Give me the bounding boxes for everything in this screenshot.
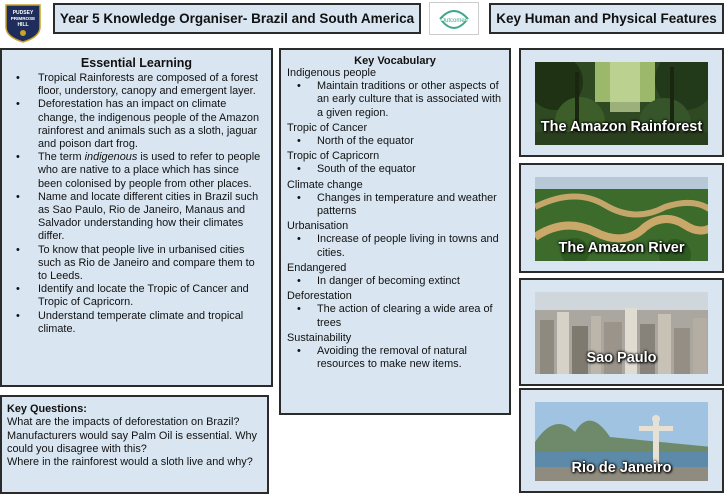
trust-logo-icon <box>432 5 476 33</box>
shield-icon <box>4 3 42 43</box>
vocab-term: Indigenous people <box>287 67 377 79</box>
essential-learning-list <box>8 72 265 336</box>
list-item: • Identify and locate the Tropic of Cancer and Tropic of Capricorn. <box>8 283 265 309</box>
page-title <box>53 3 421 34</box>
vocab-term: Endangered <box>287 261 347 274</box>
key-vocabulary-heading: Key Vocabulary <box>354 55 436 67</box>
vocab-term: Tropic of Capricorn <box>287 150 380 163</box>
trust-logo <box>429 2 479 35</box>
rainforest-label: The Amazon Rainforest <box>540 119 703 135</box>
question-line: Manufacturers would say Palm Oil is essential. Why could you disagree with this? <box>7 429 257 455</box>
svg-text:HILL: HILL <box>17 22 29 28</box>
vocab-term: Deforestation <box>287 290 352 303</box>
rainforest-photo <box>535 62 708 145</box>
essential-learning-panel <box>0 48 273 387</box>
vocab-definition: • Increase of people living in towns and cities. <box>287 233 503 259</box>
vocab-definition: • South of the equator <box>287 163 503 176</box>
rio-photo <box>535 402 708 481</box>
key-questions-panel <box>0 395 269 494</box>
sao-paulo-label: Sao Paulo <box>586 350 657 366</box>
feature-card-river <box>519 163 724 273</box>
feature-card-rio <box>519 388 724 493</box>
list-item-prefix: The term <box>38 151 85 164</box>
key-questions-heading: Key Questions: <box>7 403 87 415</box>
city-photo <box>535 292 708 374</box>
list-item <box>8 151 265 191</box>
key-vocabulary-panel <box>279 48 511 415</box>
vocab-term: Tropic of Cancer <box>287 121 368 134</box>
list-item: • To know that people live in urbanised cities such as Rio de Janeiro and compare them to to Leeds. <box>8 244 265 284</box>
list-item: • Name and locate different cities in Brazil such as Sao Paulo, Rio de Janeiro, Manaus and Salvador understanding how their climates differ. <box>8 191 265 244</box>
school-badge-logo <box>3 3 43 43</box>
vocab-term: Urbanisation <box>287 220 349 233</box>
features-title <box>489 3 724 34</box>
rio-label: Rio de Janeiro <box>571 460 672 476</box>
list-item: • Tropical Rainforests are composed of a forest floor, understory, canopy and emergent layer. <box>8 72 265 98</box>
page-title-text: Year 5 Knowledge Organiser- Brazil and South America <box>59 11 415 26</box>
svg-text:PRIMROSE: PRIMROSE <box>10 16 36 21</box>
trust-logo-text: Outcomes <box>440 17 468 24</box>
vocab-definition: • Avoiding the removal of natural resources to make new items. <box>287 345 503 371</box>
essential-learning-heading: Essential Learning <box>80 56 193 70</box>
vocab-definition: • Maintain traditions or other aspects of an early culture that is associated with a given region. <box>287 80 503 120</box>
vocab-definition: • Changes in temperature and weather patterns <box>287 192 503 218</box>
vocab-definition: • North of the equator <box>287 135 503 148</box>
list-item: • Understand temperate climate and tropical climate. <box>8 310 265 336</box>
river-photo <box>535 177 708 261</box>
vocab-definition: • In danger of becoming extinct <box>287 275 503 288</box>
svg-text:PUDSEY: PUDSEY <box>12 10 34 16</box>
question-line: What are the impacts of deforestation on Brazil? <box>7 416 240 429</box>
question-line: Where in the rainforest would a sloth live and why? <box>7 456 253 469</box>
vocab-definition: • The action of clearing a wide area of trees <box>287 303 503 329</box>
vocab-term: Sustainability <box>287 331 352 344</box>
feature-card-sao-paulo <box>519 278 724 386</box>
list-item-rest: is used to refer to people who are native to a place which has since been colonised by people from other places. <box>38 151 261 190</box>
features-title-text: Key Human and Physical Features <box>496 11 717 26</box>
river-label: The Amazon River <box>558 240 685 256</box>
vocab-term: Climate change <box>287 178 363 191</box>
feature-card-rainforest <box>519 48 724 157</box>
list-item: • Deforestation has an impact on climate change, the indigenous people of the Amazon rainforest and animals such as a sloth, jaguar and poison dart frog. <box>8 98 265 151</box>
list-item-italic: indigenous <box>84 151 138 164</box>
